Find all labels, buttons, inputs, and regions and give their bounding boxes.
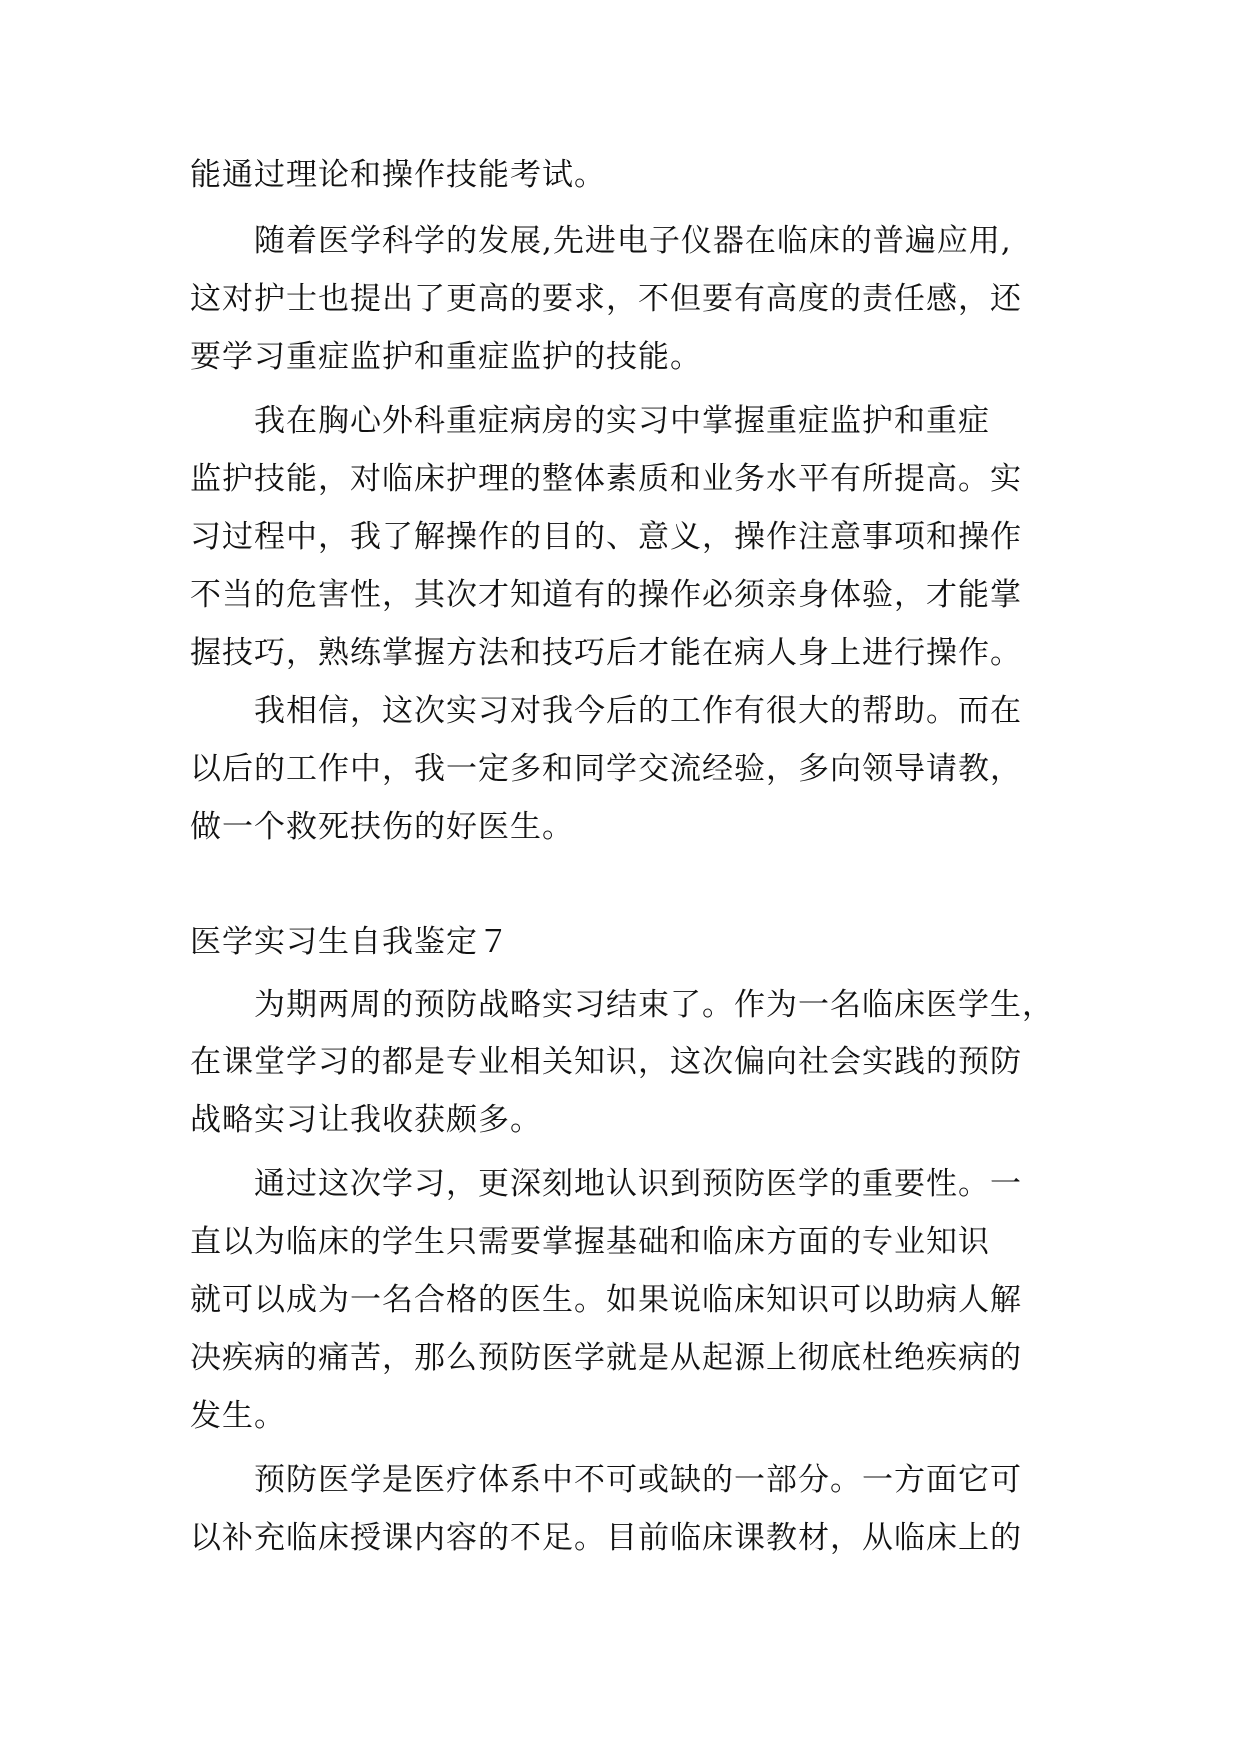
text-line: 以后的工作中，我一定多和同学交流经验，多向领导请教， <box>190 751 1022 787</box>
paragraph-start-line: 为期两周的预防战略实习结束了。作为一名临床医学生， <box>254 987 1054 1023</box>
text-line: 战略实习让我收获颇多。 <box>190 1102 542 1138</box>
paragraph-start-line: 我相信，这次实习对我今后的工作有很大的帮助。而在 <box>254 693 1022 729</box>
text-line: 发生。 <box>190 1398 286 1434</box>
text-line: 能通过理论和操作技能考试。 <box>190 157 606 193</box>
text-line: 以补充临床授课内容的不足。目前临床课教材，从临床上的 <box>190 1520 1022 1556</box>
text-line: 直以为临床的学生只需要掌握基础和临床方面的专业知识 <box>190 1224 990 1260</box>
text-line: 就可以成为一名合格的医生。如果说临床知识可以助病人解 <box>190 1282 1022 1318</box>
text-line: 不当的危害性，其次才知道有的操作必须亲身体验，才能掌 <box>190 577 1022 613</box>
text-line: 这对护士也提出了更高的要求，不但要有高度的责任感，还 <box>190 281 1022 317</box>
text-line: 做一个救死扶伤的好医生。 <box>190 809 574 845</box>
text-line: 要学习重症监护和重症监护的技能。 <box>190 339 702 375</box>
text-line: 握技巧，熟练掌握方法和技巧后才能在病人身上进行操作。 <box>190 635 1022 671</box>
text-line: 监护技能，对临床护理的整体素质和业务水平有所提高。实 <box>190 461 1022 497</box>
paragraph-start-line: 随着医学科学的发展,先进电子仪器在临床的普遍应用, <box>254 223 1012 259</box>
paragraph-start-line: 预防医学是医疗体系中不可或缺的一部分。一方面它可 <box>254 1462 1022 1498</box>
section-title: 医学实习生自我鉴定７ <box>190 924 510 960</box>
paragraph-start-line: 我在胸心外科重症病房的实习中掌握重症监护和重症 <box>254 403 990 439</box>
text-line: 决疾病的痛苦，那么预防医学就是从起源上彻底杜绝疾病的 <box>190 1340 1022 1376</box>
text-line: 习过程中，我了解操作的目的、意义，操作注意事项和操作 <box>190 519 1022 555</box>
text-line: 在课堂学习的都是专业相关知识，这次偏向社会实践的预防 <box>190 1044 1022 1080</box>
paragraph-start-line: 通过这次学习，更深刻地认识到预防医学的重要性。一 <box>254 1166 1022 1202</box>
